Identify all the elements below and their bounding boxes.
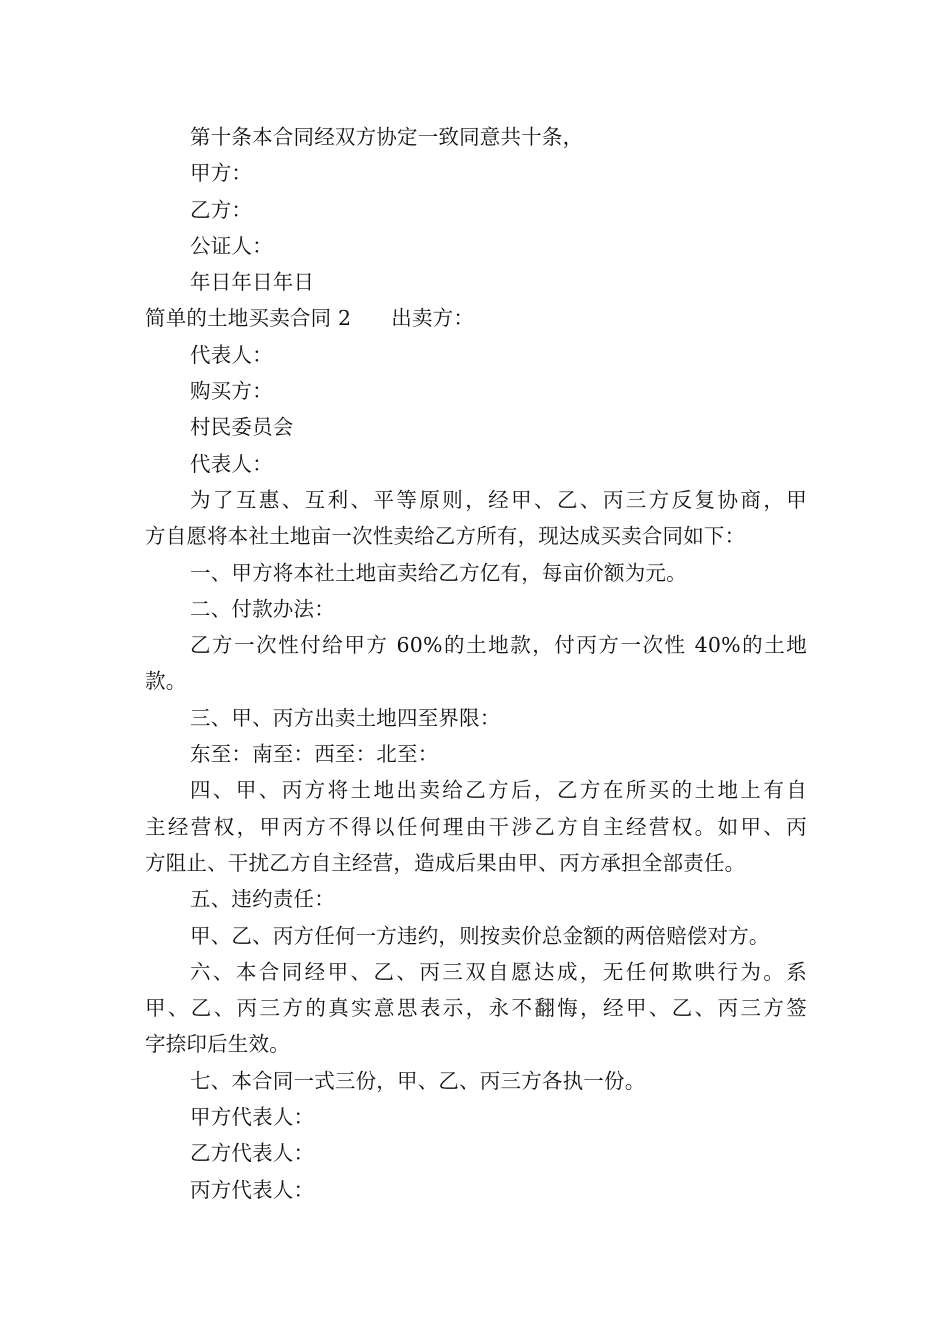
clause-four-line-2: 主经营权，甲丙方不得以任何理由干涉乙方自主经营权。如甲、丙 bbox=[145, 814, 807, 839]
villagers-committee-label: 村民委员会 bbox=[190, 415, 294, 440]
party-b-representative-signature: 乙方代表人： bbox=[190, 1141, 315, 1166]
clause-six-line-3: 字捺印后生效。 bbox=[145, 1032, 290, 1057]
buyer-label: 购买方： bbox=[190, 379, 273, 404]
contract-title: 简单的土地买卖合同 2 bbox=[145, 306, 352, 331]
notary-label: 公证人： bbox=[190, 233, 273, 258]
clause-two-line-2: 款。 bbox=[145, 669, 187, 694]
clause-five-title: 五、违约责任： bbox=[190, 887, 335, 912]
committee-representative-label: 代表人： bbox=[190, 451, 273, 476]
clause-four-line-1: 四、甲、丙方将土地出卖给乙方后，乙方在所买的土地上有自 bbox=[190, 778, 807, 803]
clause-four-line-3: 方阻止、干扰乙方自主经营，造成后果由甲、丙方承担全部责任。 bbox=[145, 850, 746, 875]
clause-two-line-1: 乙方一次性付给甲方 60%的土地款，付丙方一次性 40%的土地 bbox=[190, 633, 807, 658]
clause-one: 一、甲方将本社土地亩卖给乙方亿有，每亩价额为元。 bbox=[190, 560, 687, 585]
clause-three-boundaries: 东至：南至：西至：北至： bbox=[190, 742, 439, 767]
contract-heading bbox=[145, 300, 807, 336]
party-b-label: 乙方： bbox=[190, 197, 253, 222]
clause-three-title: 三、甲、丙方出卖土地四至界限： bbox=[190, 705, 501, 730]
party-a-representative-signature: 甲方代表人： bbox=[190, 1105, 315, 1130]
intro-line-2: 方自愿将本社土地亩一次性卖给乙方所有，现达成买卖合同如下： bbox=[145, 524, 746, 549]
seller-representative-label: 代表人： bbox=[190, 342, 273, 367]
intro-line-1: 为了互惠、互利、平等原则，经甲、乙、丙三方反复协商，甲 bbox=[190, 487, 807, 512]
clause-six-line-1: 六、本合同经甲、乙、丙三双自愿达成，无任何欺哄行为。系 bbox=[190, 959, 807, 984]
clause-six-line-2: 甲、乙、丙三方的真实意思表示，永不翻悔，经甲、乙、丙三方签 bbox=[145, 996, 807, 1021]
clause-five-body: 甲、乙、丙方任何一方违约，则按卖价总金额的两倍赔偿对方。 bbox=[190, 923, 770, 948]
clause-two-title: 二、付款办法： bbox=[190, 596, 335, 621]
document-body bbox=[145, 119, 807, 1208]
article-ten-text: 第十条本合同经双方协定一致同意共十条， bbox=[190, 125, 584, 149]
seller-label: 出卖方： bbox=[391, 306, 475, 331]
clause-seven: 七、本合同一式三份，甲、乙、丙三方各执一份。 bbox=[190, 1068, 646, 1093]
date-line: 年日年日年日 bbox=[190, 270, 315, 295]
party-a-label: 甲方： bbox=[190, 161, 253, 186]
party-c-representative-signature: 丙方代表人： bbox=[190, 1177, 315, 1202]
heading-gap bbox=[351, 300, 391, 336]
